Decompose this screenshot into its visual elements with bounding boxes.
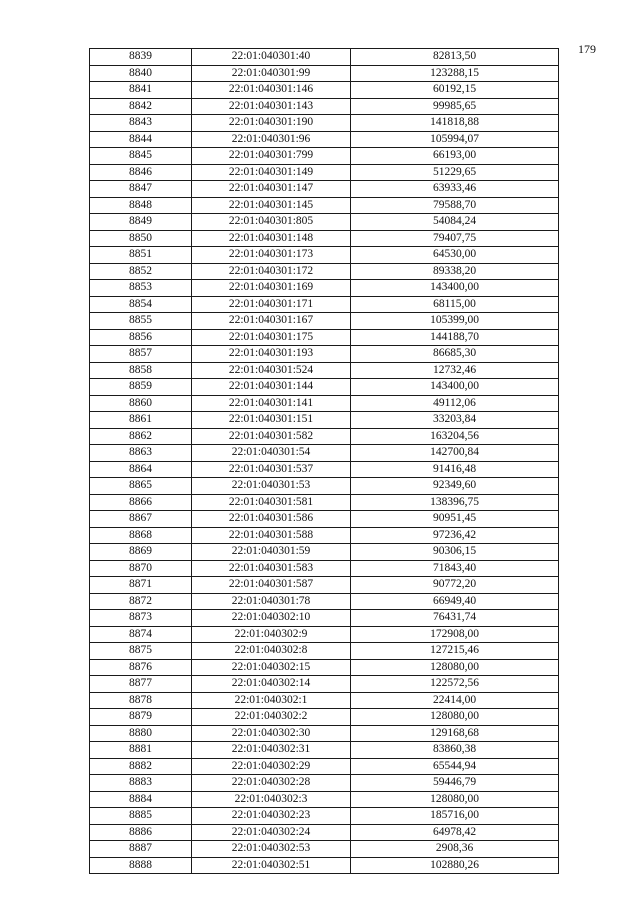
row-number-cell: 8844 [90,131,192,148]
table-row [90,841,559,858]
row-number-cell: 8861 [90,412,192,429]
value-cell: 105994,07 [351,131,559,148]
value-cell: 59446,79 [351,775,559,792]
row-number-cell: 8882 [90,758,192,775]
table-row [90,329,559,346]
value-cell: 86685,30 [351,346,559,363]
value-cell: 105399,00 [351,313,559,330]
value-cell: 97236,42 [351,527,559,544]
value-cell: 90772,20 [351,577,559,594]
table-row [90,164,559,181]
table-row [90,692,559,709]
row-number-cell: 8857 [90,346,192,363]
value-cell: 90306,15 [351,544,559,561]
cadastral-number-cell: 22:01:040301:147 [192,181,351,198]
row-number-cell: 8859 [90,379,192,396]
table-row [90,709,559,726]
cadastral-number-cell: 22:01:040301:141 [192,395,351,412]
table-row [90,362,559,379]
row-number-cell: 8875 [90,643,192,660]
cadastral-number-cell: 22:01:040301:190 [192,115,351,132]
value-cell: 83860,38 [351,742,559,759]
cadastral-number-cell: 22:01:040302:28 [192,775,351,792]
cadastral-number-cell: 22:01:040301:169 [192,280,351,297]
row-number-cell: 8864 [90,461,192,478]
value-cell: 66193,00 [351,148,559,165]
value-cell: 22414,00 [351,692,559,709]
table-row [90,725,559,742]
table-row [90,857,559,874]
value-cell: 49112,06 [351,395,559,412]
value-cell: 102880,26 [351,857,559,874]
value-cell: 79407,75 [351,230,559,247]
table-row [90,511,559,528]
row-number-cell: 8867 [90,511,192,528]
row-number-cell: 8849 [90,214,192,231]
cadastral-number-cell: 22:01:040301:586 [192,511,351,528]
row-number-cell: 8868 [90,527,192,544]
value-cell: 71843,40 [351,560,559,577]
table-row [90,296,559,313]
row-number-cell: 8888 [90,857,192,874]
table-row [90,560,559,577]
cadastral-number-cell: 22:01:040301:148 [192,230,351,247]
cadastral-number-cell: 22:01:040302:23 [192,808,351,825]
cadastral-number-cell: 22:01:040301:99 [192,65,351,82]
row-number-cell: 8848 [90,197,192,214]
table-row [90,131,559,148]
table-row [90,676,559,693]
cadastral-number-cell: 22:01:040302:3 [192,791,351,808]
table-row [90,577,559,594]
table-row [90,659,559,676]
table-row [90,527,559,544]
row-number-cell: 8840 [90,65,192,82]
row-number-cell: 8879 [90,709,192,726]
table-row [90,808,559,825]
value-cell: 91416,48 [351,461,559,478]
cadastral-number-cell: 22:01:040301:537 [192,461,351,478]
cadastral-number-cell: 22:01:040301:40 [192,49,351,66]
row-number-cell: 8876 [90,659,192,676]
table-row [90,626,559,643]
value-cell: 138396,75 [351,494,559,511]
row-number-cell: 8869 [90,544,192,561]
cadastral-number-cell: 22:01:040301:172 [192,263,351,280]
cadastral-number-cell: 22:01:040301:193 [192,346,351,363]
row-number-cell: 8839 [90,49,192,66]
page-number: 179 [578,42,596,56]
row-number-cell: 8858 [90,362,192,379]
row-number-cell: 8854 [90,296,192,313]
value-cell: 144188,70 [351,329,559,346]
row-number-cell: 8884 [90,791,192,808]
value-cell: 172908,00 [351,626,559,643]
cadastral-number-cell: 22:01:040301:54 [192,445,351,462]
row-number-cell: 8883 [90,775,192,792]
cadastral-value-table [89,48,559,874]
value-cell: 185716,00 [351,808,559,825]
table-row [90,82,559,99]
table-row [90,742,559,759]
value-cell: 90951,45 [351,511,559,528]
value-cell: 82813,50 [351,49,559,66]
cadastral-number-cell: 22:01:040301:524 [192,362,351,379]
value-cell: 64530,00 [351,247,559,264]
cadastral-number-cell: 22:01:040302:31 [192,742,351,759]
row-number-cell: 8865 [90,478,192,495]
value-cell: 2908,36 [351,841,559,858]
value-cell: 76431,74 [351,610,559,627]
cadastral-number-cell: 22:01:040301:171 [192,296,351,313]
table-row [90,148,559,165]
value-cell: 64978,42 [351,824,559,841]
row-number-cell: 8853 [90,280,192,297]
row-number-cell: 8852 [90,263,192,280]
table-row [90,478,559,495]
value-cell: 63933,46 [351,181,559,198]
table-row [90,643,559,660]
value-cell: 60192,15 [351,82,559,99]
value-cell: 92349,60 [351,478,559,495]
row-number-cell: 8855 [90,313,192,330]
table-row [90,280,559,297]
row-number-cell: 8880 [90,725,192,742]
cadastral-number-cell: 22:01:040302:9 [192,626,351,643]
row-number-cell: 8885 [90,808,192,825]
table-row [90,544,559,561]
table-row [90,346,559,363]
cadastral-number-cell: 22:01:040301:581 [192,494,351,511]
cadastral-number-cell: 22:01:040301:583 [192,560,351,577]
table-row [90,49,559,66]
table-row [90,197,559,214]
cadastral-number-cell: 22:01:040302:24 [192,824,351,841]
row-number-cell: 8847 [90,181,192,198]
cadastral-number-cell: 22:01:040301:588 [192,527,351,544]
cadastral-number-cell: 22:01:040302:53 [192,841,351,858]
value-cell: 99985,65 [351,98,559,115]
table-row [90,115,559,132]
value-cell: 142700,84 [351,445,559,462]
row-number-cell: 8887 [90,841,192,858]
row-number-cell: 8856 [90,329,192,346]
table-row [90,98,559,115]
value-cell: 163204,56 [351,428,559,445]
table-body [90,49,559,874]
cadastral-number-cell: 22:01:040301:149 [192,164,351,181]
table-row [90,445,559,462]
value-cell: 129168,68 [351,725,559,742]
table-row [90,395,559,412]
row-number-cell: 8870 [90,560,192,577]
value-cell: 33203,84 [351,412,559,429]
value-cell: 141818,88 [351,115,559,132]
cadastral-number-cell: 22:01:040301:59 [192,544,351,561]
table-row [90,379,559,396]
table-row [90,791,559,808]
row-number-cell: 8846 [90,164,192,181]
value-cell: 128080,00 [351,709,559,726]
row-number-cell: 8878 [90,692,192,709]
table-row [90,824,559,841]
row-number-cell: 8881 [90,742,192,759]
value-cell: 68115,00 [351,296,559,313]
cadastral-number-cell: 22:01:040301:143 [192,98,351,115]
cadastral-number-cell: 22:01:040302:1 [192,692,351,709]
cadastral-number-cell: 22:01:040301:799 [192,148,351,165]
cadastral-number-cell: 22:01:040301:144 [192,379,351,396]
value-cell: 143400,00 [351,280,559,297]
table-row [90,610,559,627]
cadastral-number-cell: 22:01:040301:582 [192,428,351,445]
value-cell: 79588,70 [351,197,559,214]
cadastral-number-cell: 22:01:040301:587 [192,577,351,594]
cadastral-number-cell: 22:01:040301:96 [192,131,351,148]
cadastral-number-cell: 22:01:040301:145 [192,197,351,214]
table-row [90,494,559,511]
cadastral-number-cell: 22:01:040302:10 [192,610,351,627]
cadastral-number-cell: 22:01:040301:78 [192,593,351,610]
table-row [90,758,559,775]
cadastral-number-cell: 22:01:040302:2 [192,709,351,726]
cadastral-number-cell: 22:01:040301:805 [192,214,351,231]
row-number-cell: 8886 [90,824,192,841]
value-cell: 89338,20 [351,263,559,280]
table-row [90,313,559,330]
row-number-cell: 8850 [90,230,192,247]
value-cell: 122572,56 [351,676,559,693]
table-row [90,65,559,82]
cadastral-number-cell: 22:01:040301:167 [192,313,351,330]
row-number-cell: 8863 [90,445,192,462]
table-row [90,214,559,231]
row-number-cell: 8873 [90,610,192,627]
row-number-cell: 8860 [90,395,192,412]
cadastral-number-cell: 22:01:040302:30 [192,725,351,742]
row-number-cell: 8843 [90,115,192,132]
value-cell: 143400,00 [351,379,559,396]
row-number-cell: 8842 [90,98,192,115]
table-row [90,461,559,478]
row-number-cell: 8866 [90,494,192,511]
value-cell: 51229,65 [351,164,559,181]
value-cell: 128080,00 [351,791,559,808]
table-row [90,181,559,198]
cadastral-number-cell: 22:01:040302:14 [192,676,351,693]
cadastral-number-cell: 22:01:040301:175 [192,329,351,346]
value-cell: 66949,40 [351,593,559,610]
value-cell: 123288,15 [351,65,559,82]
cadastral-number-cell: 22:01:040302:29 [192,758,351,775]
row-number-cell: 8862 [90,428,192,445]
value-cell: 65544,94 [351,758,559,775]
table-row [90,775,559,792]
cadastral-number-cell: 22:01:040301:53 [192,478,351,495]
table-row [90,428,559,445]
table-row [90,412,559,429]
cadastral-number-cell: 22:01:040302:15 [192,659,351,676]
cadastral-number-cell: 22:01:040301:146 [192,82,351,99]
row-number-cell: 8851 [90,247,192,264]
table-row [90,263,559,280]
value-cell: 12732,46 [351,362,559,379]
row-number-cell: 8872 [90,593,192,610]
value-cell: 54084,24 [351,214,559,231]
value-cell: 127215,46 [351,643,559,660]
row-number-cell: 8841 [90,82,192,99]
table-row [90,230,559,247]
value-cell: 128080,00 [351,659,559,676]
row-number-cell: 8877 [90,676,192,693]
cadastral-number-cell: 22:01:040302:8 [192,643,351,660]
table-row [90,247,559,264]
cadastral-number-cell: 22:01:040302:51 [192,857,351,874]
table-row [90,593,559,610]
row-number-cell: 8874 [90,626,192,643]
cadastral-number-cell: 22:01:040301:173 [192,247,351,264]
cadastral-number-cell: 22:01:040301:151 [192,412,351,429]
row-number-cell: 8845 [90,148,192,165]
row-number-cell: 8871 [90,577,192,594]
